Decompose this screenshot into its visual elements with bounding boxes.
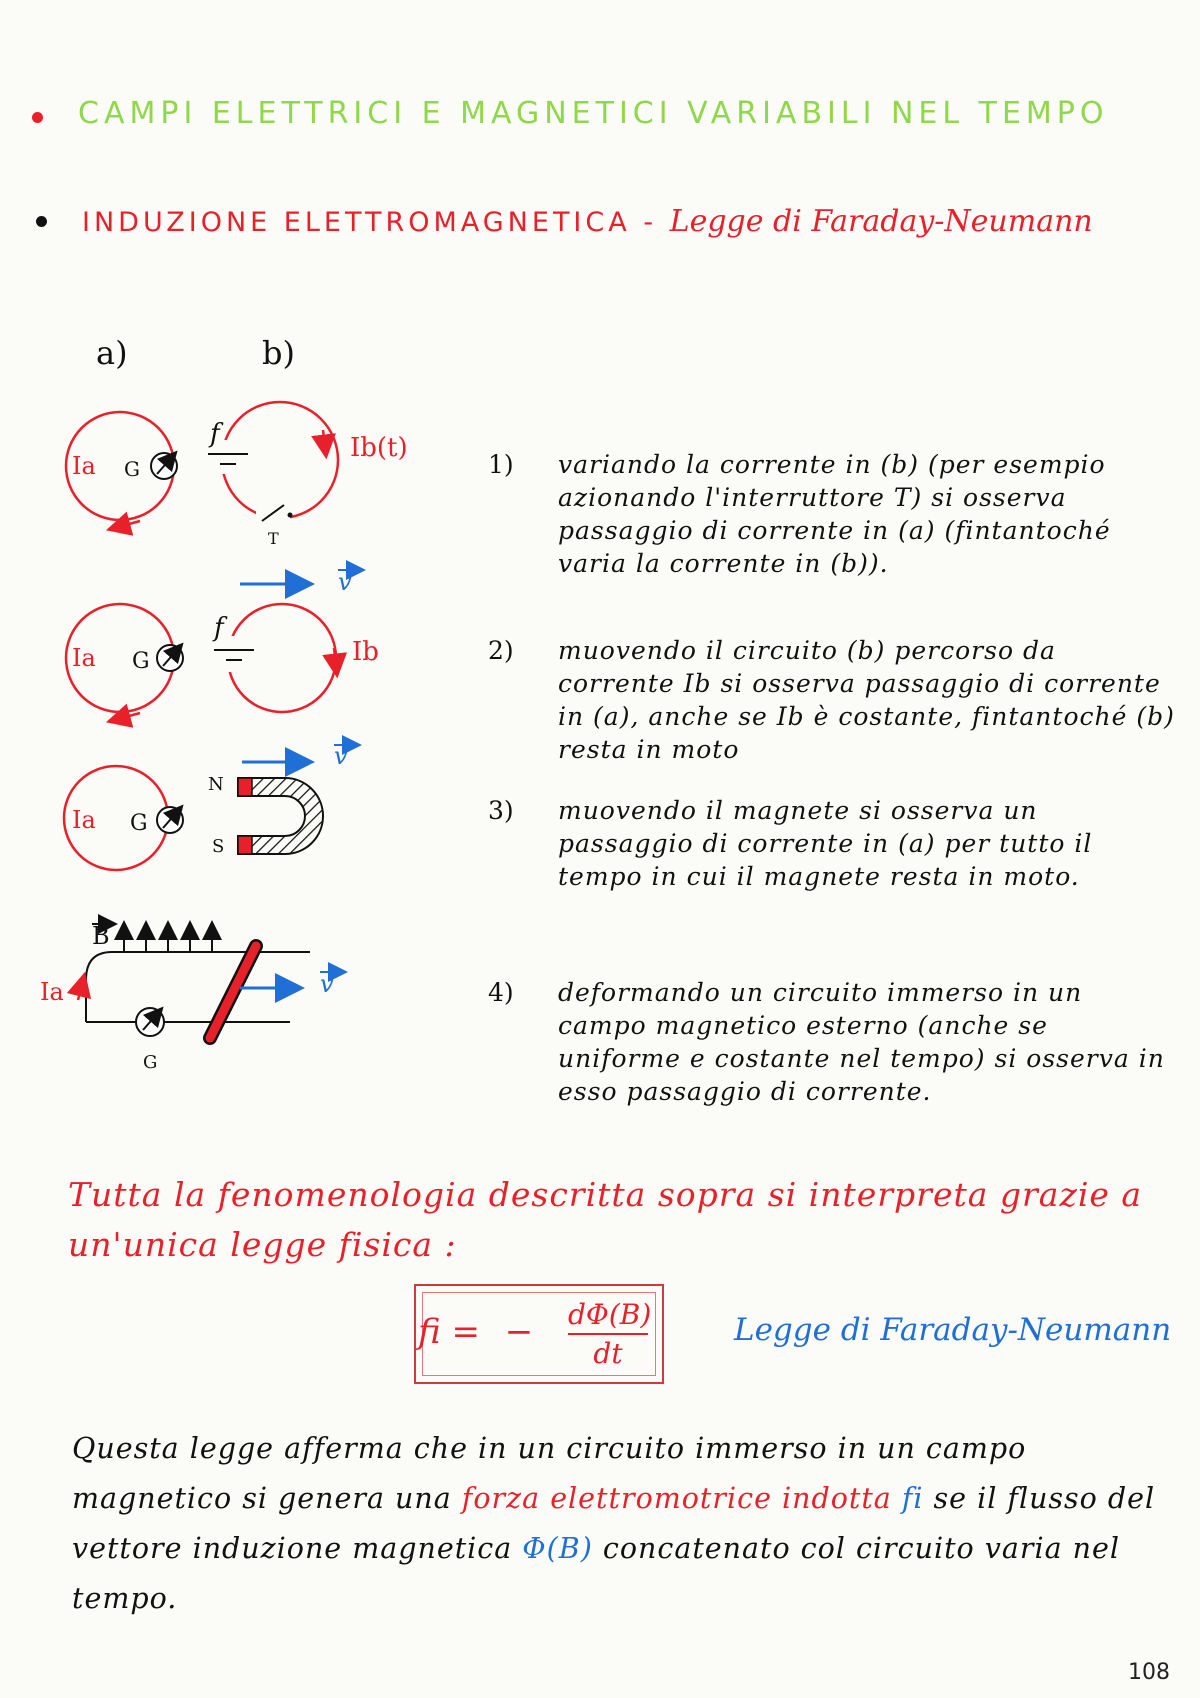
label-v-3: v [334,742,348,770]
label-ia-2: Ia [72,644,96,672]
label-ia-1: Ia [72,452,96,480]
heading-dash: - [630,207,670,238]
label-ia-4: Ia [40,978,64,1006]
circuit-left-end [86,952,112,1022]
diagram-1 [66,402,408,548]
switch-gap [256,505,290,525]
para-emf: forza elettromotrice indotta [461,1482,892,1515]
label-b-field: B [92,922,110,950]
switch-contact [288,513,293,518]
sliding-bar [210,946,256,1038]
formula-lhs [418,1312,533,1352]
formula-fraction [568,1298,652,1370]
diagram-3 [64,742,352,870]
current-arrow-4 [78,984,82,1000]
summary-text: Tutta la fenomenologia descritta sopra si interpreta grazie a un'unica legge fisica : [68,1175,1143,1264]
explanation-paragraph [72,1424,1162,1624]
label-t: T [268,529,279,548]
item-4-number: 4) [488,978,514,1007]
label-g-4: G [143,1052,158,1073]
para-fi: fi [901,1482,924,1515]
label-g-2: G [132,649,150,674]
para-phi: Φ(B) [522,1532,593,1565]
current-arrow-a [118,521,140,527]
item-1-text: variando la corrente in (b) (per esempio azionando l'interruttore T) si osserva passaggio di corrente in (a) (fintantoché varia la corrente in (b)). [558,450,1111,578]
para-part-1: Questa legge afferma che in un circuito immerso in un campo magnetico si genera una [72,1432,1027,1515]
label-v-4: v [320,970,334,998]
label-f-2: f [214,613,224,643]
label-ib-t: Ib(t) [350,433,408,463]
battery-gap [218,440,244,474]
formula-denominator: dt [593,1337,623,1370]
label-g-1: G [124,457,140,481]
formula-minus: − [504,1312,534,1352]
label-f-1: f [210,419,220,449]
heading-campi-variabili: CAMPI ELETTRICI E MAGNETICI VARIABILI NEL TEMPO [78,96,1109,131]
item-4-text: deformando un circuito immerso in un campo magnetico esterno (anche se uniforme e costante nel tempo) si osserva in esso passaggio di corrente. [558,978,1165,1106]
item-2-number: 2) [488,636,514,665]
formula-numerator: dΦ(B) [568,1298,652,1331]
label-s: S [212,836,225,857]
item-3-number: 3) [488,796,514,825]
fraction-bar [568,1333,648,1335]
label-n: N [208,774,224,795]
para-part-3: concatenato col circuito varia nel tempo. [72,1532,1120,1615]
label-b: b) [262,334,295,372]
heading-law-name: Legge di Faraday-Neumann [669,204,1093,239]
battery-gap-2 [220,636,248,672]
item-2-text: muovendo il circuito (b) percorso da corrente Ib si osserva passaggio di corrente in (a), anche se Ib è costante, fintantoché (b) resta in moto [558,636,1175,764]
label-ia-3: Ia [72,806,96,834]
current-arrow-a-2 [118,713,140,719]
heading-induzione-title: INDUZIONE ELETTROMAGNETICA [82,207,631,238]
current-arrow-b [323,430,325,447]
label-ib: Ib [352,637,379,667]
magnet-pole-s [238,836,252,854]
label-a: a) [96,334,128,372]
item-3-text: muovendo il magnete si osserva un passaggio di corrente in (a) per tutto il tempo in cui il magnete resta in moto. [558,796,1093,891]
formula-law-name: Legge di Faraday-Neumann [734,1312,1172,1348]
formula-lhs-text: fi = [418,1312,480,1352]
item-1-number: 1) [488,450,514,479]
label-v-2: v [338,568,352,596]
diagram-2 [66,568,379,719]
diagram-4 [40,922,338,1073]
para-part-2: se il flusso del vettore induzione magnetica [72,1482,1156,1565]
magnet-pole-n [238,778,252,796]
label-g-3: G [130,811,148,836]
page-number: 108 [1128,1660,1170,1685]
